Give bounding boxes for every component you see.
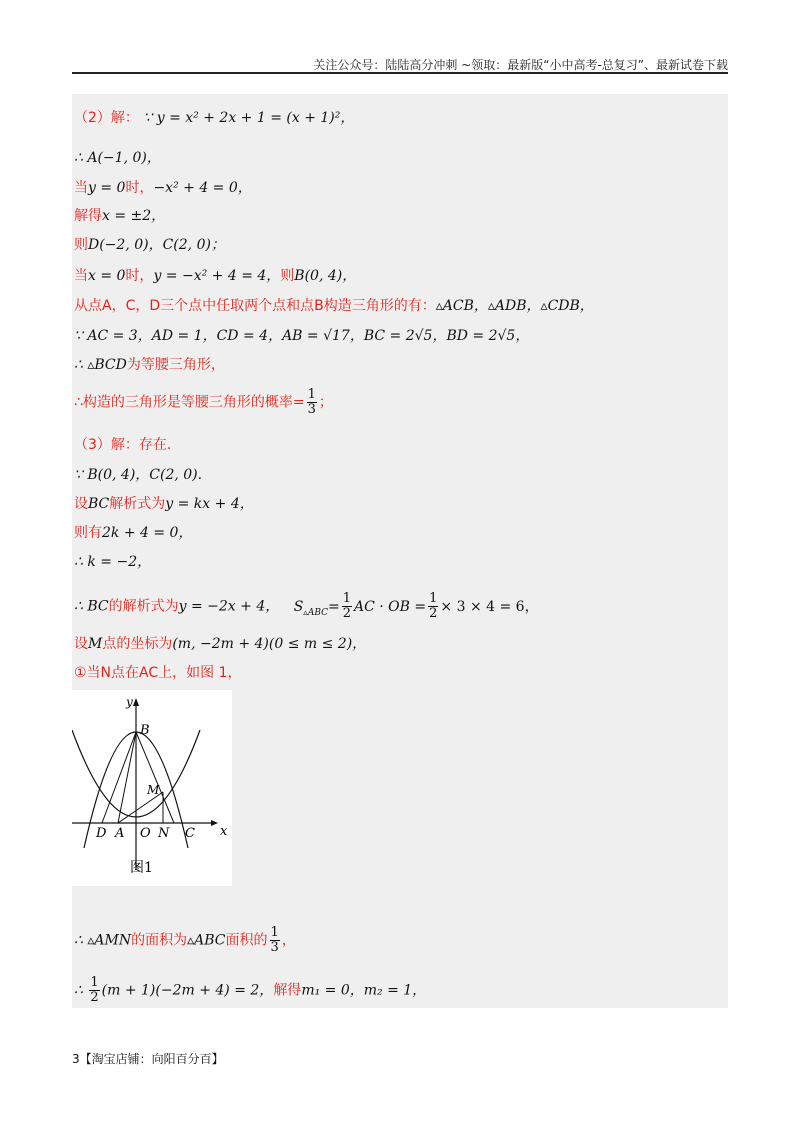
label-A: A bbox=[115, 826, 125, 841]
points-BC-line: ∵ B(0, 4)，C(2, 0). bbox=[74, 467, 203, 483]
label-O: O bbox=[140, 826, 151, 841]
isosceles-line: ∴ ▵BCD为等腰三角形， bbox=[74, 357, 225, 373]
solve-x-line: 解得x = ±2， bbox=[74, 208, 166, 224]
figure-1-graph bbox=[72, 690, 232, 886]
figure-1 bbox=[72, 690, 232, 886]
label-x: x bbox=[220, 824, 228, 839]
points-DC-line: 则D(−2, 0)，C(2, 0)； bbox=[74, 237, 225, 253]
then-line: 则有2k + 4 = 0， bbox=[74, 525, 193, 541]
part3-heading: （3）解：存在. bbox=[74, 437, 172, 453]
page-header: 关注公众号：陆陆高分冲刺 ~领取：最新版“小中高考-总复习”、最新试卷下载 bbox=[313, 58, 728, 72]
x-axis-arrow bbox=[211, 820, 218, 826]
label-y: y bbox=[126, 695, 133, 709]
point-A-line: ∴ A(−1, 0)， bbox=[74, 150, 161, 166]
label-C: C bbox=[185, 826, 195, 841]
probability-fraction: $\frac{1}{3}$ bbox=[307, 387, 316, 417]
triangle-list-line: 从点A，C，D三个点中任取两个点和点B构造三角形的有：▵ACB，▵ADB，▵CDB， bbox=[74, 298, 594, 314]
part2-heading: （2）解： ∵ y = x² + 2x + 1 = (x + 1)²， bbox=[74, 110, 355, 126]
page-footer: 3【淘宝店铺：向阳百分百】 bbox=[72, 1052, 224, 1066]
y-axis-arrow bbox=[133, 698, 139, 706]
area-ratio-line: ∴ ▵AMN的面积为▵ABC面积的 $\frac{1}{3}$ ， bbox=[74, 925, 296, 955]
segment-DB bbox=[102, 732, 136, 823]
set-bc-line: 设BC解析式为y = kx + 4， bbox=[74, 496, 254, 512]
figure-caption: 图1 bbox=[130, 860, 153, 876]
lengths-line: ∵ AC = 3，AD = 1，CD = 4，AB = √17，BC = 2√5，BD = 2√5， bbox=[74, 328, 530, 344]
final-equation-line: ∴ $\frac{1}{2}$ (m + 1)(−2m + 4) = 2，解得m₁ = 0，m₂ = 1， bbox=[74, 975, 427, 1005]
label-D: D bbox=[96, 826, 107, 841]
header-rule bbox=[72, 72, 728, 74]
k-value-line: ∴ k = −2， bbox=[74, 554, 152, 570]
M-coordinate-line: 设M点的坐标为(m, −2m + 4)(0 ≤ m ≤ 2)， bbox=[74, 636, 367, 652]
label-B: B bbox=[140, 723, 150, 738]
segment-AB bbox=[118, 732, 136, 823]
label-M: M bbox=[147, 783, 160, 797]
y-zero-line: 当y = 0时，−x² + 4 = 0， bbox=[74, 180, 252, 196]
bc-function-area-line: ∴ BC的解析式为y = −2x + 4， $S_{▵ABC}=$ $\frac{1}{2}$ AC · OB = $\frac{1}{2}$ × 3 × 4 = 6， bbox=[74, 591, 539, 621]
probability-line: ∴构造的三角形是等腰三角形的概率= $\frac{1}{3}$ ； bbox=[74, 387, 333, 417]
label-N: N bbox=[158, 826, 170, 841]
case1-line: ①当N点在AC上，如图 1， bbox=[74, 665, 242, 681]
x-zero-line: 当x = 0时，y = −x² + 4 = 4，则B(0, 4)， bbox=[74, 268, 357, 284]
